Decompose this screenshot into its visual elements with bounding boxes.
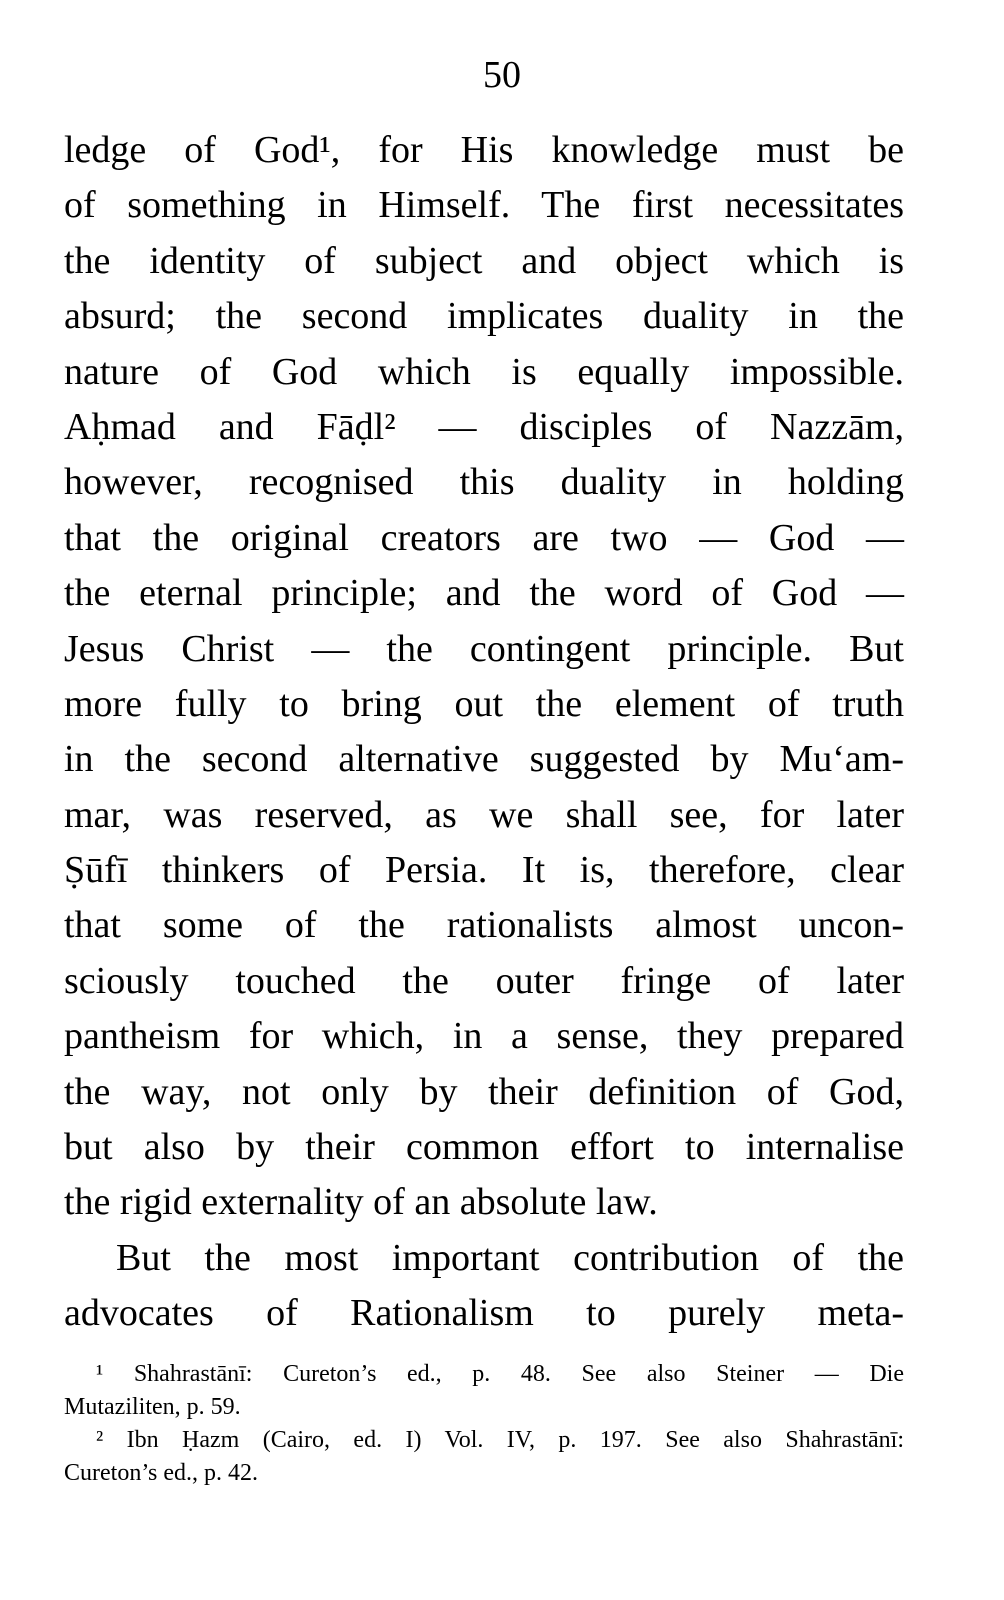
text-line: pantheism for which, in a sense, they prepared (64, 1015, 904, 1058)
text-line: Aḥmad and Fāḍl² — disciples of Nazzām, (64, 405, 904, 448)
text-line: ledge of God¹, for His knowledge must be (64, 129, 904, 171)
text-line: absurd; the second implicates duality in the (64, 295, 904, 338)
text-line: more fully to bring out the element of truth (64, 682, 904, 725)
text-line: mar, was reserved, as we shall see, for later (64, 793, 904, 836)
page-number: 50 (483, 54, 521, 96)
text-line: Ṣūfī thinkers of Persia. It is, therefore, clear (64, 849, 904, 892)
text-line: sciously touched the outer fringe of later (64, 959, 904, 1002)
text-line: that the original creators are two — God — (64, 516, 904, 559)
text-line: of something in Himself. The first necessitates (64, 184, 904, 227)
footnote-2-continuation: Cureton’s ed., p. 42. (64, 1460, 258, 1486)
text-line: nature of God which is equally impossible. (64, 350, 904, 393)
footnotes (64, 1358, 904, 1490)
paragraph-end-line: the rigid externality of an absolute law. (64, 1181, 658, 1224)
text-line: however, recognised this duality in holding (64, 461, 904, 504)
text-line: that some of the rationalists almost uncon- (64, 904, 904, 947)
main-text (64, 123, 904, 1342)
text-line: advocates of Rationalism to purely meta- (64, 1292, 904, 1335)
paragraph-start-line: But the most important contribution of the (116, 1236, 904, 1279)
text-line: the identity of subject and object which is (64, 239, 904, 282)
text-line: in the second alternative suggested by Mu‘am- (64, 738, 904, 781)
footnote-1-continuation: Mutaziliten, p. 59. (64, 1394, 241, 1420)
text-line: the way, not only by their definition of God, (64, 1070, 904, 1113)
text-line: the eternal principle; and the word of God — (64, 572, 904, 615)
text-line: Jesus Christ — the contingent principle. But (64, 627, 904, 670)
text-line: but also by their common effort to internalise (64, 1126, 904, 1169)
footnote-1: ¹ Shahrastānī: Cureton’s ed., p. 48. See also Steiner — Die (96, 1361, 904, 1387)
footnote-2: ² Ibn Ḥazm (Cairo, ed. I) Vol. IV, p. 197. See also Shahrastānī: (96, 1427, 904, 1453)
